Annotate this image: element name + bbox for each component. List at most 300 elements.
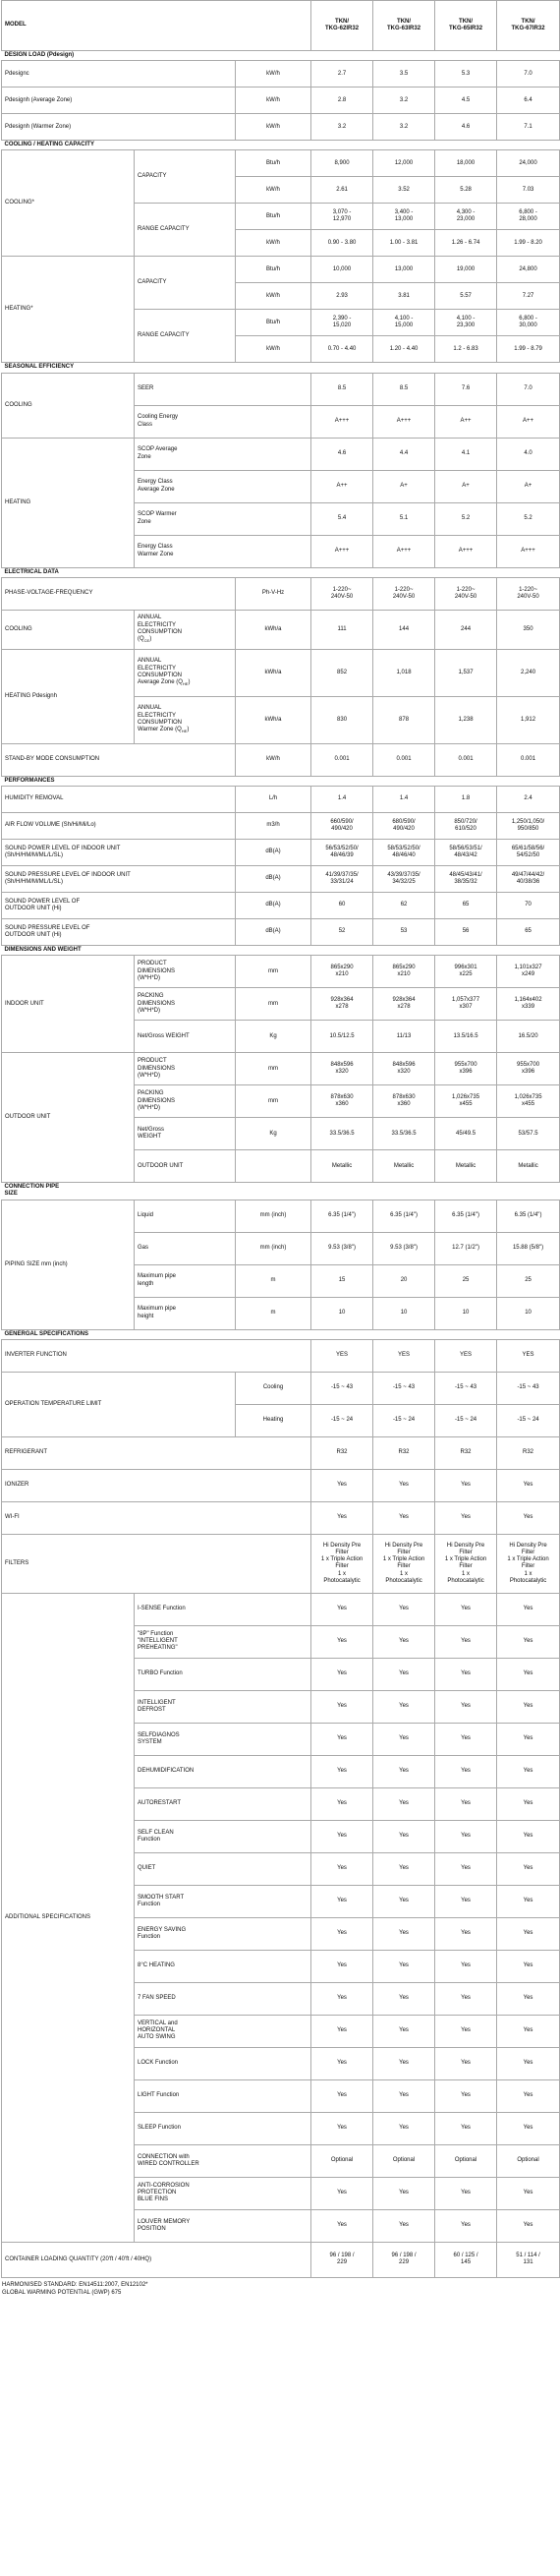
table-row	[2, 114, 560, 141]
unit-cell: Ph-V-Hz	[236, 577, 311, 610]
row-label: LIGHT Function	[135, 2079, 311, 2112]
value-cell: 1.20 - 4.40	[373, 336, 435, 363]
row-label: SCOP Average Zone	[135, 438, 311, 470]
row-label: 8°C HEATING	[135, 1950, 311, 1982]
table-row	[2, 1501, 560, 1534]
group-label: INDOOR UNIT	[2, 956, 135, 1053]
table-row	[2, 1339, 560, 1372]
row-label: SELFDIAGNOS SYSTEM	[135, 1723, 311, 1755]
value-cell: Yes	[373, 1625, 435, 1658]
value-cell: Yes	[311, 2047, 373, 2079]
value-cell: Metallic	[311, 1150, 373, 1183]
value-cell: Yes	[497, 1820, 560, 1852]
table-row	[2, 61, 560, 88]
value-cell: 680/590/ 490/420	[373, 813, 435, 840]
value-cell: -15 ~ 43	[497, 1372, 560, 1404]
value-cell: Yes	[497, 1852, 560, 1885]
value-cell: 996x301 x225	[435, 956, 497, 988]
table-row	[2, 1534, 560, 1593]
value-cell: Optional	[311, 2144, 373, 2177]
value-cell: Yes	[373, 1501, 435, 1534]
value-cell: Hi Density Pre Filter 1 x Triple Action Filter 1 x Photocatalytic	[435, 1534, 497, 1593]
value-cell: 53/57.5	[497, 1118, 560, 1150]
value-cell: 53	[373, 919, 435, 946]
row-label: Gas	[135, 1232, 236, 1264]
value-cell: Yes	[435, 1982, 497, 2015]
table-row	[2, 956, 560, 988]
value-cell: 60	[311, 893, 373, 919]
value-cell: 144	[373, 610, 435, 649]
value-cell: 4.4	[373, 438, 435, 470]
value-cell: 2.4	[497, 787, 560, 813]
table-row	[2, 373, 560, 405]
value-cell: 1-220~ 240V-50	[311, 577, 373, 610]
value-cell: YES	[373, 1339, 435, 1372]
footnotes	[0, 2278, 560, 2297]
row-label: IONIZER	[2, 1469, 311, 1501]
value-cell: 878	[373, 696, 435, 743]
unit-cell: dB(A)	[236, 840, 311, 866]
value-cell: Yes	[497, 1690, 560, 1723]
value-cell: Yes	[497, 1501, 560, 1534]
value-cell: -15 ~ 43	[373, 1372, 435, 1404]
value-cell: Yes	[435, 2079, 497, 2112]
value-cell: 65	[497, 919, 560, 946]
value-cell: 33.5/36.5	[373, 1118, 435, 1150]
value-cell: Yes	[497, 1658, 560, 1690]
value-cell: 955x700 x396	[435, 1053, 497, 1085]
unit-cell: mm	[236, 956, 311, 988]
value-cell: Yes	[373, 1787, 435, 1820]
value-cell: Yes	[435, 2015, 497, 2047]
value-cell: 4,100 - 15,000	[373, 310, 435, 336]
value-cell: A+++	[497, 535, 560, 567]
value-cell: R32	[373, 1436, 435, 1469]
value-cell: R32	[497, 1436, 560, 1469]
value-cell: Yes	[311, 1852, 373, 1885]
model-label: MODEL	[2, 1, 311, 51]
value-cell: 96 / 198 / 229	[373, 2242, 435, 2277]
row-label: Net/Gross WEIGHT	[135, 1118, 236, 1150]
row-label: SOUND PRESSURE LEVEL OF INDOOR UNIT (Sh/H/HM/M/ML/L/SL)	[2, 866, 236, 893]
unit-cell: dB(A)	[236, 893, 311, 919]
table-row	[2, 813, 560, 840]
table-row	[2, 840, 560, 866]
value-cell: 70	[497, 893, 560, 919]
sub-label: CAPACITY	[135, 257, 236, 310]
value-cell: 1.8	[435, 787, 497, 813]
section-heading: PERFORMANCES	[2, 776, 560, 786]
value-cell: Yes	[435, 2177, 497, 2209]
label-text: )	[188, 678, 191, 685]
value-cell: Yes	[435, 1723, 497, 1755]
value-cell: 56/53/52/50/ 48/46/39	[311, 840, 373, 866]
section-heading: CONNECTION PIPE SIZE	[2, 1183, 560, 1200]
value-cell: 1,912	[497, 696, 560, 743]
group-label: COOLING	[2, 610, 135, 649]
value-cell: YES	[311, 1339, 373, 1372]
group-label: ADDITIONAL SPECIFICATIONS	[2, 1593, 135, 2242]
value-cell: A++	[311, 470, 373, 502]
table-row	[2, 1436, 560, 1469]
value-cell: Yes	[435, 1658, 497, 1690]
value-cell: Yes	[373, 2177, 435, 2209]
footnote-gwp: GLOBAL WARMING POTENTIAL (GWP) 675	[2, 2289, 122, 2296]
row-label: VERTICAL and HORIZONTAL AUTO SWING	[135, 2015, 311, 2047]
value-cell: R32	[311, 1436, 373, 1469]
value-cell: 65	[435, 893, 497, 919]
unit-cell: Btu/h	[236, 310, 311, 336]
group-label: OUTDOOR UNIT	[2, 1053, 135, 1183]
unit-cell: mm	[236, 988, 311, 1021]
value-cell: Yes	[497, 2209, 560, 2242]
row-label: PACKING DIMENSIONS (W*H*D)	[135, 1085, 236, 1118]
value-cell: 4.6	[311, 438, 373, 470]
section-heading: DIMENSIONS AND WEIGHT	[2, 946, 560, 956]
value-cell: 6,800 - 28,000	[497, 204, 560, 230]
row-label	[135, 610, 236, 649]
value-cell: -15 ~ 24	[311, 1404, 373, 1436]
row-label: I-SENSE Function	[135, 1593, 311, 1625]
value-cell: 7.0	[497, 373, 560, 405]
row-label: Pdesignc	[2, 61, 236, 88]
value-cell: Yes	[373, 1820, 435, 1852]
value-cell: Yes	[311, 1690, 373, 1723]
unit-cell: Cooling	[236, 1372, 311, 1404]
value-cell: Yes	[435, 1885, 497, 1917]
value-cell: A+++	[435, 535, 497, 567]
value-cell: 5.57	[435, 283, 497, 310]
label-text: )	[187, 726, 190, 732]
footnote-standard: HARMONISED STANDARD: EN14511:2007, EN12102*	[2, 2281, 148, 2288]
value-cell: 5.2	[435, 502, 497, 535]
value-cell: 5.1	[373, 502, 435, 535]
value-cell: Yes	[497, 1885, 560, 1917]
value-cell: 20	[373, 1264, 435, 1297]
unit-cell: kW/h	[236, 230, 311, 257]
value-cell: Yes	[497, 1723, 560, 1755]
row-label: Cooling Energy Class	[135, 405, 311, 438]
value-cell: Yes	[497, 1982, 560, 2015]
sub-label: RANGE CAPACITY	[135, 204, 236, 257]
value-cell: 96 / 198 / 229	[311, 2242, 373, 2277]
value-cell: 25	[497, 1264, 560, 1297]
unit-cell: kWh/a	[236, 610, 311, 649]
model-column-header: TKN/ TKG-65IR32	[435, 1, 497, 51]
row-label: SOUND PRESSURE LEVEL OF OUTDOOR UNIT (Hi)	[2, 919, 236, 946]
value-cell: 0.70 - 4.40	[311, 336, 373, 363]
value-cell: 1,250/1,050/ 950/850	[497, 813, 560, 840]
row-label: REFRIGERANT	[2, 1436, 311, 1469]
value-cell: 58/56/53/51/ 48/43/42	[435, 840, 497, 866]
value-cell: 10.5/12.5	[311, 1021, 373, 1053]
group-label: COOLING*	[2, 150, 135, 257]
value-cell: Yes	[373, 2079, 435, 2112]
value-cell: 660/590/ 490/420	[311, 813, 373, 840]
value-cell: 1.00 - 3.81	[373, 230, 435, 257]
value-cell: 3.2	[373, 88, 435, 114]
unit-cell: kW/h	[236, 114, 311, 141]
value-cell: Yes	[435, 2112, 497, 2144]
value-cell: Yes	[373, 1593, 435, 1625]
value-cell: 1-220~ 240V-50	[497, 577, 560, 610]
value-cell: Yes	[435, 1917, 497, 1950]
value-cell: Yes	[497, 2112, 560, 2144]
value-cell: Yes	[497, 1625, 560, 1658]
value-cell: -15 ~ 24	[373, 1404, 435, 1436]
unit-cell: Kg	[236, 1118, 311, 1150]
unit-cell: dB(A)	[236, 866, 311, 893]
value-cell: 7.0	[497, 61, 560, 88]
row-label: Liquid	[135, 1200, 236, 1232]
group-label: HEATING	[2, 438, 135, 567]
value-cell: 8.5	[373, 373, 435, 405]
value-cell: 4,300 - 23,000	[435, 204, 497, 230]
unit-cell: kWh/a	[236, 696, 311, 743]
value-cell: Yes	[497, 1469, 560, 1501]
value-cell: Yes	[373, 1917, 435, 1950]
value-cell: Yes	[497, 1787, 560, 1820]
value-cell: 52	[311, 919, 373, 946]
value-cell: Yes	[435, 1852, 497, 1885]
row-label: INVERTER FUNCTION	[2, 1339, 311, 1372]
value-cell: 49/47/44/42/ 40/38/36	[497, 866, 560, 893]
value-cell: 15	[311, 1264, 373, 1297]
row-label: PRODUCT DIMENSIONS (W*H*D)	[135, 956, 236, 988]
model-column-header: TKN/ TKG-67IR32	[497, 1, 560, 51]
unit-cell: m3/h	[236, 813, 311, 840]
value-cell: 12,000	[373, 150, 435, 177]
value-cell: 2,390 - 15,020	[311, 310, 373, 336]
row-label: SOUND POWER LEVEL OF OUTDOOR UNIT (Hi)	[2, 893, 236, 919]
value-cell: Yes	[373, 2209, 435, 2242]
value-cell: 3.5	[373, 61, 435, 88]
unit-cell: kW/h	[236, 177, 311, 204]
table-row	[2, 2242, 560, 2277]
value-cell: 2.7	[311, 61, 373, 88]
row-label: PRODUCT DIMENSIONS (W*H*D)	[135, 1053, 236, 1085]
section-heading: SEASONAL EFFICIENCY	[2, 363, 560, 373]
value-cell: R32	[435, 1436, 497, 1469]
value-cell: 24,800	[497, 257, 560, 283]
value-cell: Yes	[311, 1469, 373, 1501]
unit-cell: L/h	[236, 787, 311, 813]
row-label: TURBO Function	[135, 1658, 311, 1690]
value-cell: 1.99 - 8.20	[497, 230, 560, 257]
value-cell: 5.28	[435, 177, 497, 204]
row-label: SOUND POWER LEVEL OF INDOOR UNIT (Sh/H/HM/M/ML/L/SL)	[2, 840, 236, 866]
row-label: STAND-BY MODE CONSUMPTION	[2, 743, 236, 776]
row-label: OUTDOOR UNIT	[135, 1150, 236, 1183]
table-row	[2, 438, 560, 470]
unit-cell: kW/h	[236, 283, 311, 310]
value-cell: 58/53/52/50/ 48/46/40	[373, 840, 435, 866]
unit-cell: Heating	[236, 1404, 311, 1436]
value-cell: 1,238	[435, 696, 497, 743]
value-cell: 4,100 - 23,300	[435, 310, 497, 336]
value-cell: 9.53 (3/8")	[311, 1232, 373, 1264]
unit-cell: m	[236, 1264, 311, 1297]
value-cell: 1.99 - 8.79	[497, 336, 560, 363]
value-cell: Yes	[373, 1469, 435, 1501]
table-row	[2, 787, 560, 813]
value-cell: A+++	[311, 405, 373, 438]
table-row	[2, 1469, 560, 1501]
model-column-header: TKN/ TKG-63IR32	[373, 1, 435, 51]
value-cell: 6.4	[497, 88, 560, 114]
section-performances	[2, 776, 560, 786]
value-cell: Optional	[373, 2144, 435, 2177]
value-cell: 7.27	[497, 283, 560, 310]
row-label: Maximum pipe height	[135, 1297, 236, 1329]
value-cell: Yes	[497, 2047, 560, 2079]
value-cell: 8.5	[311, 373, 373, 405]
table-row	[2, 1053, 560, 1085]
value-cell: 0.001	[311, 743, 373, 776]
value-cell: 3,070 - 12,970	[311, 204, 373, 230]
value-cell: Yes	[311, 1885, 373, 1917]
value-cell: 6.35 (1/4")	[373, 1200, 435, 1232]
value-cell: -15 ~ 24	[497, 1404, 560, 1436]
value-cell: 8,900	[311, 150, 373, 177]
unit-cell: kW/h	[236, 61, 311, 88]
value-cell: 3.81	[373, 283, 435, 310]
row-label: Pdesignh (Average Zone)	[2, 88, 236, 114]
value-cell: Yes	[311, 1787, 373, 1820]
value-cell: 43/39/37/35/ 34/32/25	[373, 866, 435, 893]
value-cell: Yes	[435, 2209, 497, 2242]
section-general	[2, 1329, 560, 1339]
value-cell: Yes	[497, 1917, 560, 1950]
label-subscript: CE	[143, 638, 150, 644]
value-cell: Yes	[497, 2015, 560, 2047]
value-cell: 0.001	[435, 743, 497, 776]
value-cell: 5.3	[435, 61, 497, 88]
value-cell: 955x700 x396	[497, 1053, 560, 1085]
value-cell: 16.5/20	[497, 1021, 560, 1053]
table-row	[2, 257, 560, 283]
section-electrical	[2, 567, 560, 577]
value-cell: Hi Density Pre Filter 1 x Triple Action Filter 1 x Photocatalytic	[311, 1534, 373, 1593]
value-cell: Yes	[311, 1950, 373, 1982]
value-cell: Yes	[311, 2112, 373, 2144]
label-text: ANNUAL ELECTRICITY CONSUMPTION Average Zone (Q	[138, 658, 183, 685]
unit-cell: kW/h	[236, 336, 311, 363]
section-heading: DESIGN LOAD (Pdesign)	[2, 51, 560, 61]
value-cell: 13,000	[373, 257, 435, 283]
value-cell: Yes	[311, 1755, 373, 1787]
model-column-header: TKN/ TKG-62IR32	[311, 1, 373, 51]
value-cell: 18,000	[435, 150, 497, 177]
value-cell: Yes	[373, 1950, 435, 1982]
value-cell: YES	[497, 1339, 560, 1372]
value-cell: 830	[311, 696, 373, 743]
row-label: QUIET	[135, 1852, 311, 1885]
value-cell: A+++	[311, 535, 373, 567]
row-label: 7 FAN SPEED	[135, 1982, 311, 2015]
group-label: HEATING*	[2, 257, 135, 363]
value-cell: 850/720/ 610/520	[435, 813, 497, 840]
value-cell: Metallic	[435, 1150, 497, 1183]
value-cell: 1,164x402 x339	[497, 988, 560, 1021]
group-label: COOLING	[2, 373, 135, 438]
value-cell: 3,400 - 13,000	[373, 204, 435, 230]
group-label: PIPING SIZE mm (inch)	[2, 1200, 135, 1329]
label-subscript: HE	[181, 729, 188, 734]
value-cell: Yes	[311, 1658, 373, 1690]
value-cell: Yes	[373, 1755, 435, 1787]
section-capacity	[2, 141, 560, 150]
value-cell: 65/61/58/56/ 54/52/50	[497, 840, 560, 866]
value-cell: Yes	[435, 1950, 497, 1982]
value-cell: 10	[497, 1297, 560, 1329]
value-cell: Yes	[435, 1593, 497, 1625]
value-cell: 3.2	[373, 114, 435, 141]
row-label: AUTORESTART	[135, 1787, 311, 1820]
row-label: HUMIDITY REMOVAL	[2, 787, 236, 813]
value-cell: -15 ~ 43	[435, 1372, 497, 1404]
row-label: Net/Gross WEIGHT	[135, 1021, 236, 1053]
value-cell: A+	[497, 470, 560, 502]
value-cell: 13.5/16.5	[435, 1021, 497, 1053]
row-label: PACKING DIMENSIONS (W*H*D)	[135, 988, 236, 1021]
value-cell: 7.6	[435, 373, 497, 405]
label-text: ANNUAL ELECTRICITY CONSUMPTION Warmer Zone (Q	[138, 705, 182, 732]
value-cell: 51 / 114 / 131	[497, 2242, 560, 2277]
value-cell: 848x596 x320	[373, 1053, 435, 1085]
value-cell: A++	[497, 405, 560, 438]
row-label: CONTAINER LOADING QUANTITY (20'ft / 40'ft / 40HQ)	[2, 2242, 311, 2277]
value-cell: 928x364 x278	[373, 988, 435, 1021]
value-cell: 48/45/43/41/ 38/35/32	[435, 866, 497, 893]
value-cell: Yes	[311, 1501, 373, 1534]
row-label	[135, 696, 236, 743]
value-cell: 878x630 x360	[373, 1085, 435, 1118]
value-cell: 111	[311, 610, 373, 649]
table-row	[2, 649, 560, 696]
value-cell: Metallic	[497, 1150, 560, 1183]
value-cell: Yes	[373, 1723, 435, 1755]
value-cell: Yes	[435, 1820, 497, 1852]
value-cell: 1,057x377 x307	[435, 988, 497, 1021]
label-text: ANNUAL ELECTRICITY CONSUMPTION (Q	[138, 615, 182, 642]
value-cell: 0.90 - 3.80	[311, 230, 373, 257]
value-cell: 5.2	[497, 502, 560, 535]
value-cell: 244	[435, 610, 497, 649]
value-cell: 10	[435, 1297, 497, 1329]
value-cell: 10,000	[311, 257, 373, 283]
value-cell: Yes	[435, 2047, 497, 2079]
section-pipe	[2, 1183, 560, 1200]
table-row	[2, 1593, 560, 1625]
value-cell: 11/13	[373, 1021, 435, 1053]
table-row	[2, 577, 560, 610]
value-cell: A+++	[373, 535, 435, 567]
value-cell: A+	[435, 470, 497, 502]
value-cell: 15.88 (5/8")	[497, 1232, 560, 1264]
label-subscript: HE	[182, 681, 189, 687]
row-label: SLEEP Function	[135, 2112, 311, 2144]
unit-cell: mm (inch)	[236, 1200, 311, 1232]
value-cell: 1.4	[311, 787, 373, 813]
row-label: FILTERS	[2, 1534, 311, 1593]
value-cell: 1,018	[373, 649, 435, 696]
value-cell: Yes	[435, 1469, 497, 1501]
value-cell: 2.61	[311, 177, 373, 204]
value-cell: Yes	[497, 2177, 560, 2209]
value-cell: Yes	[373, 2015, 435, 2047]
unit-cell: mm	[236, 1053, 311, 1085]
